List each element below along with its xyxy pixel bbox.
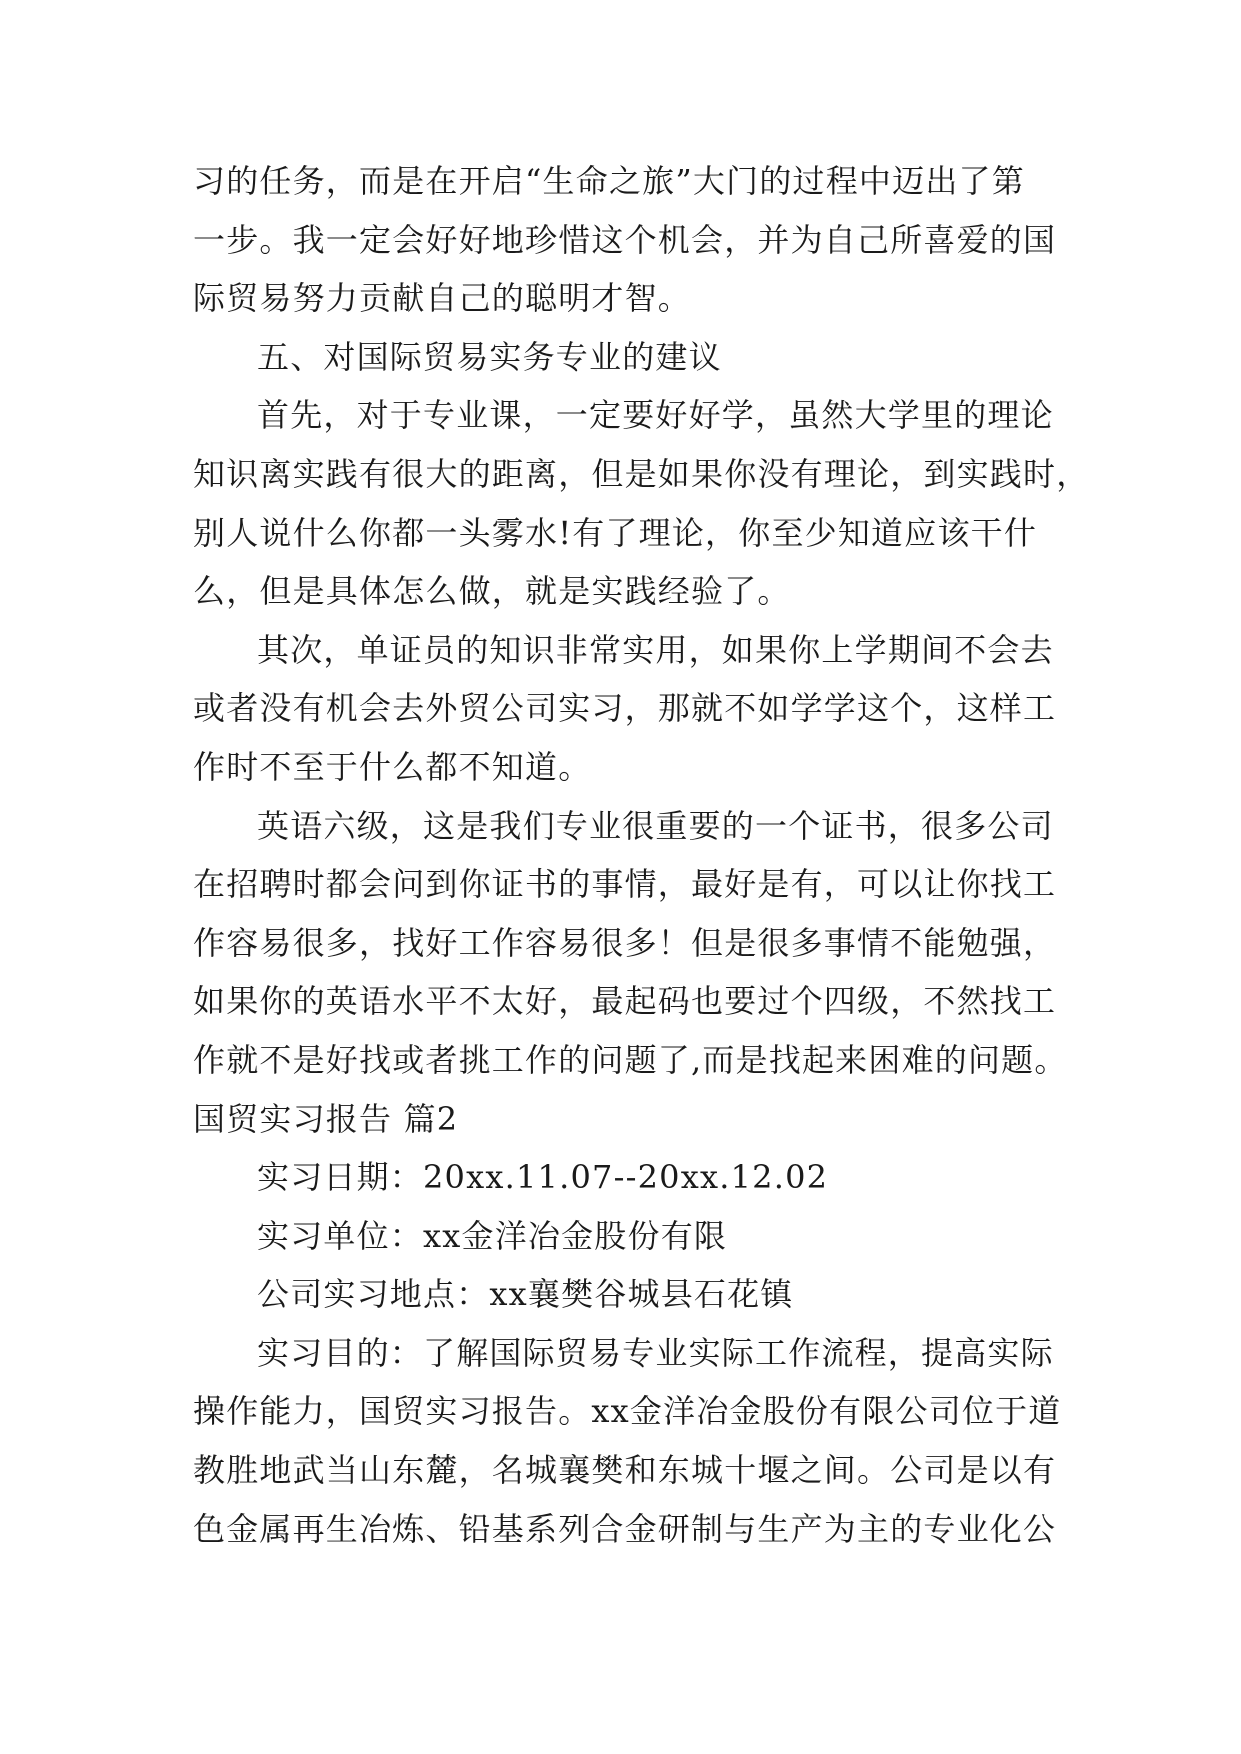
text-line: 教胜地武当山东麓，名城襄樊和东城十堰之间。公司是以有	[193, 1451, 1057, 1490]
text-line: 知识离实践有很大的距离，但是如果你没有理论，到实践时，	[193, 454, 1090, 493]
text-line: 在招聘时都会问到你证书的事情，最好是有，可以让你找工	[193, 865, 1057, 904]
internship-date: 实习日期：20xx.11.07--20xx.12.02	[257, 1158, 829, 1197]
text-line: 如果你的英语水平不太好，最起码也要过个四级，不然找工	[193, 982, 1057, 1021]
text-line: 习的任务，而是在开启“生命之旅”大门的过程中迈出了第	[193, 162, 1025, 200]
text-line: 或者没有机会去外贸公司实习，那就不如学学这个，这样工	[193, 689, 1057, 728]
text-line: 作容易很多，找好工作容易很多！但是很多事情不能勉强，	[193, 923, 1057, 962]
text-line: 作时不至于什么都不知道。	[193, 747, 592, 786]
text-line: 操作能力，国贸实习报告。xx金洋冶金股份有限公司位于道	[193, 1392, 1062, 1431]
text-line: 一步。我一定会好好地珍惜这个机会，并为自己所喜爱的国	[193, 220, 1057, 259]
text-line: 际贸易努力贡献自己的聪明才智。	[193, 279, 692, 318]
text-line: 其次，单证员的知识非常实用，如果你上学期间不会去	[257, 630, 1054, 669]
internship-unit: 实习单位：xx金洋冶金股份有限	[257, 1216, 728, 1255]
text-line: 英语六级，这是我们专业很重要的一个证书，很多公司	[257, 806, 1054, 845]
section-heading: 五、对国际贸易实务专业的建议	[257, 337, 722, 376]
text-line: 么，但是具体怎么做，就是实践经验了。	[193, 572, 791, 611]
internship-purpose: 实习目的：了解国际贸易专业实际工作流程，提高实际	[257, 1333, 1054, 1372]
text-line: 色金属再生冶炼、铅基系列合金研制与生产为主的专业化公	[193, 1509, 1057, 1548]
body-text	[193, 152, 1090, 1558]
internship-location: 公司实习地点：xx襄樊谷城县石花镇	[257, 1275, 794, 1314]
text-line: 首先，对于专业课，一定要好好学，虽然大学里的理论	[257, 396, 1054, 435]
report-title: 国贸实习报告 篇2	[193, 1099, 459, 1138]
text-line: 别人说什么你都一头雾水!有了理论，你至少知道应该干什	[193, 513, 1038, 552]
text-line: 作就不是好找或者挑工作的问题了,而是找起来困难的问题。	[193, 1040, 1068, 1079]
